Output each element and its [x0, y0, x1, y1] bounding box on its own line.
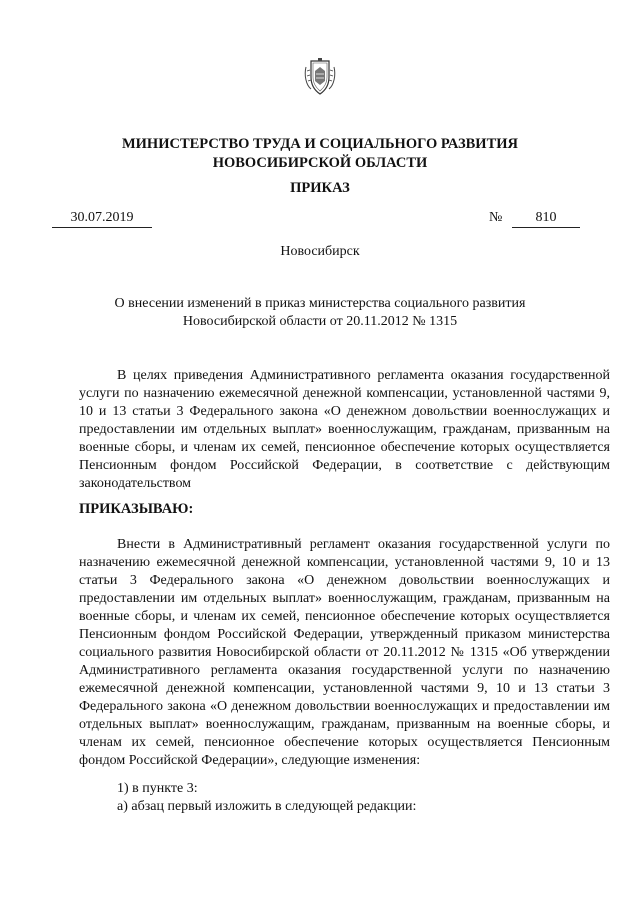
- document-type: ПРИКАЗ: [290, 180, 350, 196]
- list-item-1: 1) в пункте 3:: [117, 781, 198, 796]
- order-subject-line2: Новосибирской области от 20.11.2012 № 1315: [182, 314, 458, 329]
- order-subject: [0, 295, 640, 331]
- order-number: 810: [512, 210, 580, 228]
- city: Новосибирск: [280, 244, 360, 259]
- number-label: №: [489, 210, 503, 225]
- order-subject-line1: О внесении изменений в приказ министерства социального развития: [114, 296, 526, 311]
- list-item-2: а) абзац первый изложить в следующей редакции:: [117, 799, 417, 814]
- coat-of-arms-emblem: [303, 57, 337, 97]
- order-date: 30.07.2019: [52, 210, 152, 228]
- ministry-name-line1: МИНИСТЕРСТВО ТРУДА И СОЦИАЛЬНОГО РАЗВИТИЯ: [121, 136, 519, 152]
- preamble-paragraph: В целях приведения Административного регламента оказания государственной услуги по назначению ежемесячной денежной компенсации, установленной частями 9, 10 и 13 статьи 3 Федерального закона «О денежном довольствии военнослужащих и предоставлении им отдельных выплат» военнослужащим, гражданам, призванным на военные сборы, и членам их семей, пенсионное обеспечение которых осуществляется Пенсионным фондом Российской Федерации, в соответствие с действующим законодательством: [79, 368, 610, 491]
- main-paragraph: Внести в Административный регламент оказания государственной услуги по назначению ежемесячной денежной компенсации, установленной частями 9, 10 и 13 статьи 3 Федерального закона «О денежном довольствии военнослужащих и предоставлении им отдельных выплат» военнослужащим, гражданам, призванным на военные сборы, и членам их семей, пенсионное обеспечение которых осуществляется Пенсионным фондом Российской Федерации, утвержденный приказом министерства социального развития Новосибирской области от 20.11.2012 № 1315 «Об утверждении Административного регламента оказания государственной услуги по назначению ежемесячной денежной компенсации, установленной частями 9, 10 и 13 статьи 3 Федерального закона «О денежном довольствии военнослужащих и предоставлении им отдельных выплат» военнослужащим, гражданам, призванным на военные сборы, и членам их семей, пенсионное обеспечение которых осуществляется Пенсионным фондом Российской Федерации», следующие изменения:: [79, 537, 610, 768]
- orders-heading: ПРИКАЗЫВАЮ:: [79, 501, 194, 517]
- ministry-name: [0, 135, 640, 173]
- ministry-name-line2: НОВОСИБИРСКОЙ ОБЛАСТИ: [212, 155, 428, 171]
